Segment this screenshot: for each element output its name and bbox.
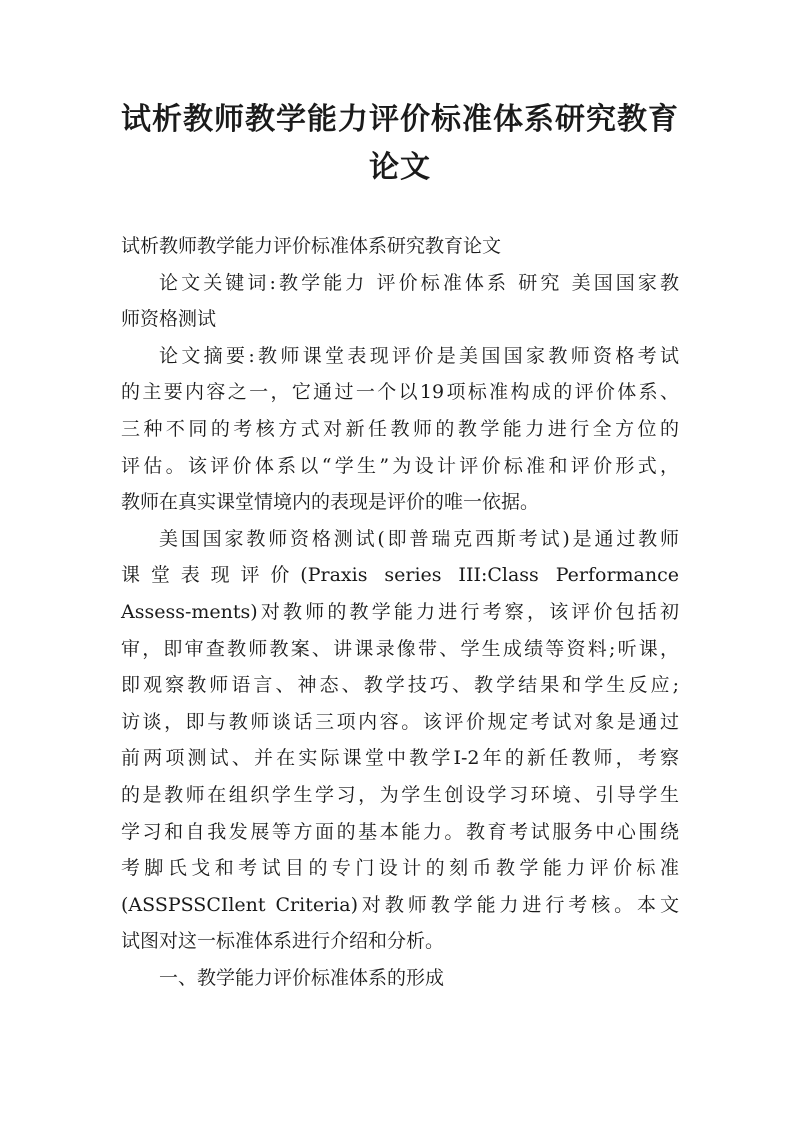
paragraph-line: 的是教师在组织学生学习，为学生创设学习环境、引导学生 bbox=[121, 783, 679, 806]
paragraph-line: 访谈，即与教师谈话三项内容。该评价规定考试对象是通过 bbox=[121, 710, 679, 733]
title-line: 论文 bbox=[369, 150, 431, 185]
paragraph-line: 考脚氏戈和考试目的专门设计的刻币教学能力评价标准 bbox=[121, 857, 679, 880]
section-heading: 一、教学能力评价标准体系的形成 bbox=[159, 966, 445, 989]
abstract-line: 三种不同的考核方式对新任教师的教学能力进行全方位的 bbox=[121, 417, 679, 440]
title-line: 试析教师教学能力评价标准体系研究教育 bbox=[121, 102, 679, 137]
abstract-line: 的主要内容之一，它通过一个以19项标准构成的评价体系、 bbox=[121, 381, 679, 404]
keywords-line: 论文关键词:教学能力 评价标准体系 研究 美国国家教 bbox=[159, 271, 679, 294]
keywords-line: 师资格测试 bbox=[121, 308, 217, 331]
paragraph-line: 前两项测试、并在实际课堂中教学I-2年的新任教师，考察 bbox=[121, 747, 679, 770]
paragraph-line: 学习和自我发展等方面的基本能力。教育考试服务中心围绕 bbox=[121, 820, 679, 843]
abstract-line: 评估。该评价体系以“学生”为设计评价标准和评价形式， bbox=[121, 454, 679, 477]
paragraph-line: (ASSPSSCIlent Criteria)对教师教学能力进行考核。本文 bbox=[121, 893, 679, 916]
paragraph-line: 试图对这一标准体系进行介绍和分析。 bbox=[121, 930, 445, 953]
paragraph-line: 课堂表现评价(Praxis series III:Class Performance bbox=[121, 564, 679, 587]
document-title bbox=[120, 96, 680, 192]
paragraph-line: 美国国家教师资格测试(即普瑞克西斯考试)是通过教师 bbox=[159, 527, 679, 550]
paragraph-line: Assess-ments)对教师的教学能力进行考察，该评价包括初 bbox=[121, 600, 679, 623]
abstract-line: 论文摘要:教师课堂表现评价是美国国家教师资格考试 bbox=[159, 344, 679, 367]
abstract-line: 教师在真实课堂情境内的表现是评价的唯一依据。 bbox=[121, 491, 540, 514]
doc-heading-line: 试析教师教学能力评价标准体系研究教育论文 bbox=[121, 235, 502, 257]
document-body bbox=[121, 228, 679, 996]
paragraph-line: 即观察教师语言、神态、教学技巧、教学结果和学生反应; bbox=[121, 674, 679, 697]
paragraph-line: 审，即审查教师教案、讲课录像带、学生成绩等资料;听课， bbox=[121, 637, 679, 660]
